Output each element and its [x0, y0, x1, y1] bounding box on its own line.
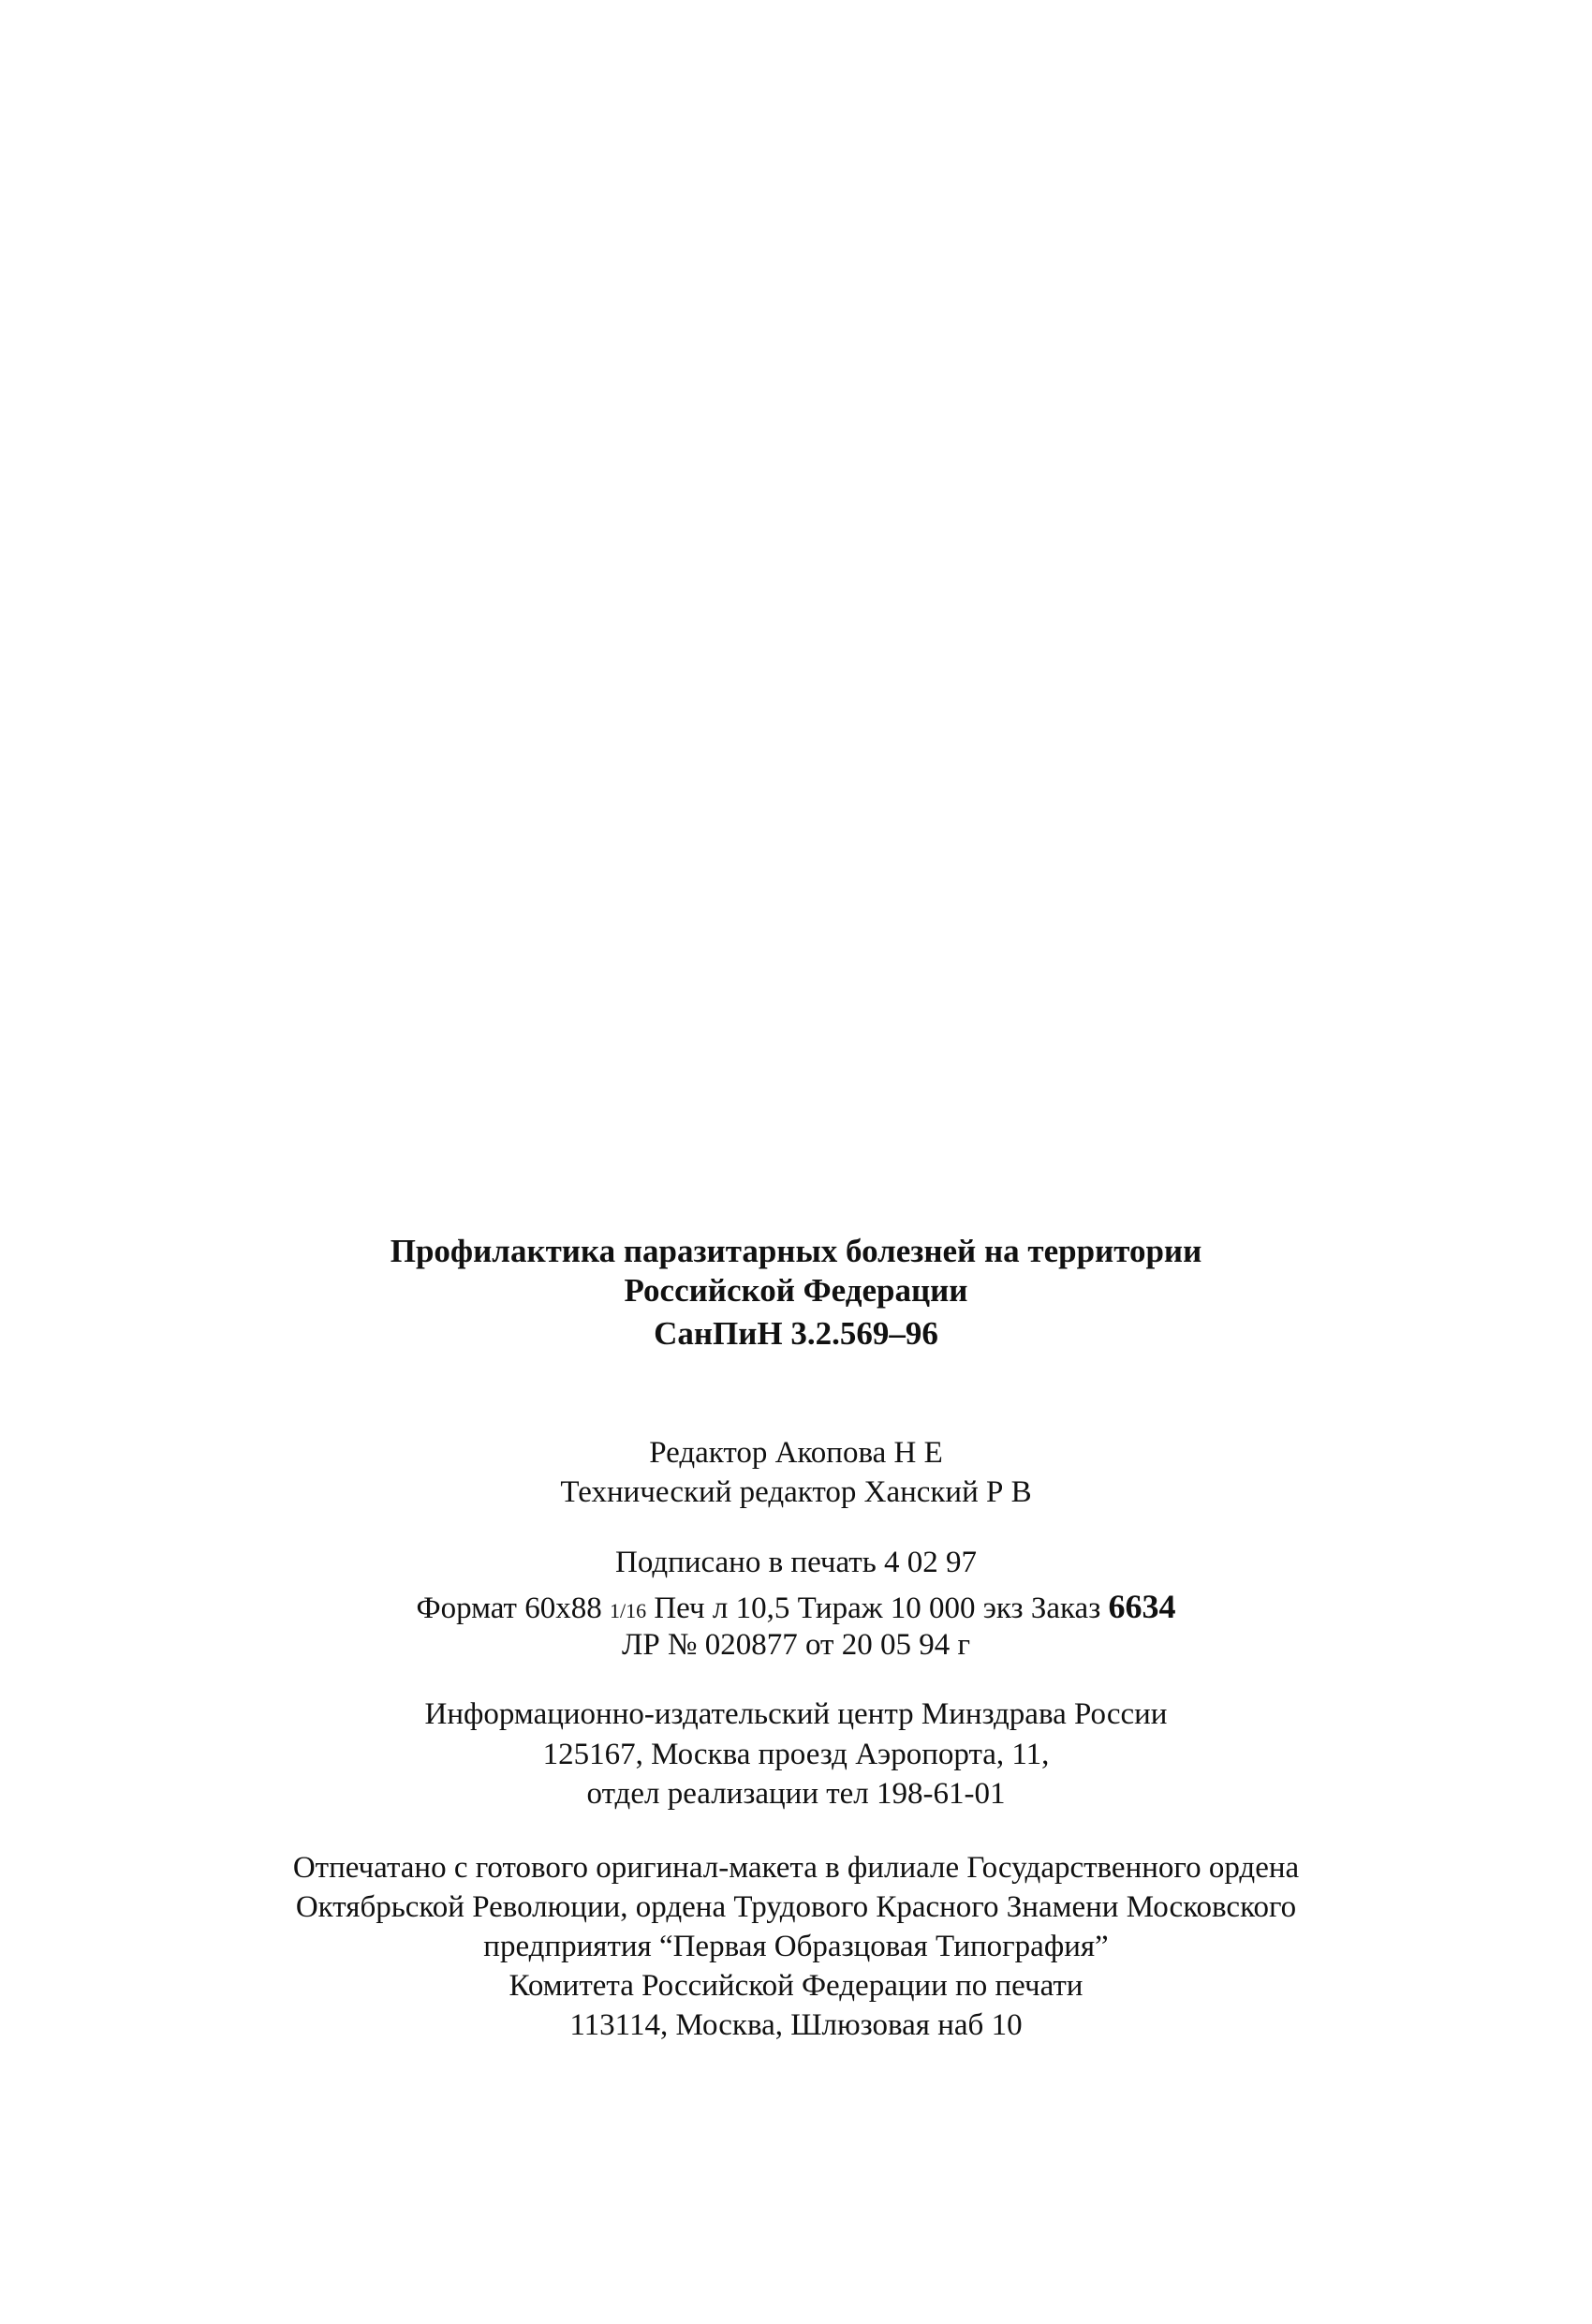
editor-line: Редактор Акопова Н Е: [649, 1436, 943, 1470]
printer-line-1: Отпечатано с готового оригинал-макета в филиале Государственного ордена: [292, 1851, 1300, 1885]
format-fraction: 1/16: [609, 1599, 647, 1622]
order-label: Заказ: [1030, 1591, 1101, 1625]
printer-line-4: Комитета Российской Федерации по печати: [509, 1969, 1083, 2003]
format-text: Формат 60x88: [416, 1591, 602, 1625]
publisher-line: Информационно-издательский центр Минздрава России: [424, 1697, 1168, 1731]
sales-dept-line: отдел реализации тел 198-61-01: [586, 1777, 1006, 1811]
print-sheets: Печ л 10,5: [654, 1591, 790, 1625]
license-line: ЛР № 020877 от 20 05 94 г: [622, 1628, 970, 1662]
title-line-2: Российской Федерации: [624, 1272, 968, 1309]
title-sanpin: СанПиН 3.2.569–96: [654, 1315, 938, 1352]
order-number: 6634: [1108, 1588, 1176, 1625]
printer-line-2: Октябрьской Революции, ордена Трудового Красного Знамени Московского: [295, 1890, 1297, 1924]
printer-line-3: предприятия “Первая Образцовая Типография”: [483, 1930, 1109, 1963]
printer-address-line: 113114, Москва, Шлюзовая наб 10: [569, 2008, 1023, 2042]
signed-line: Подписано в печать 4 02 97: [614, 1546, 978, 1579]
circulation: Тираж 10 000 экз: [797, 1591, 1024, 1625]
tech-editor-line: Технический редактор Ханский Р В: [560, 1475, 1032, 1509]
format-line: [187, 1590, 1405, 1624]
publisher-address-line: 125167, Москва проезд Аэропорта, 11,: [542, 1738, 1050, 1771]
title-line-1: Профилактика паразитарных болезней на территории: [390, 1233, 1202, 1269]
